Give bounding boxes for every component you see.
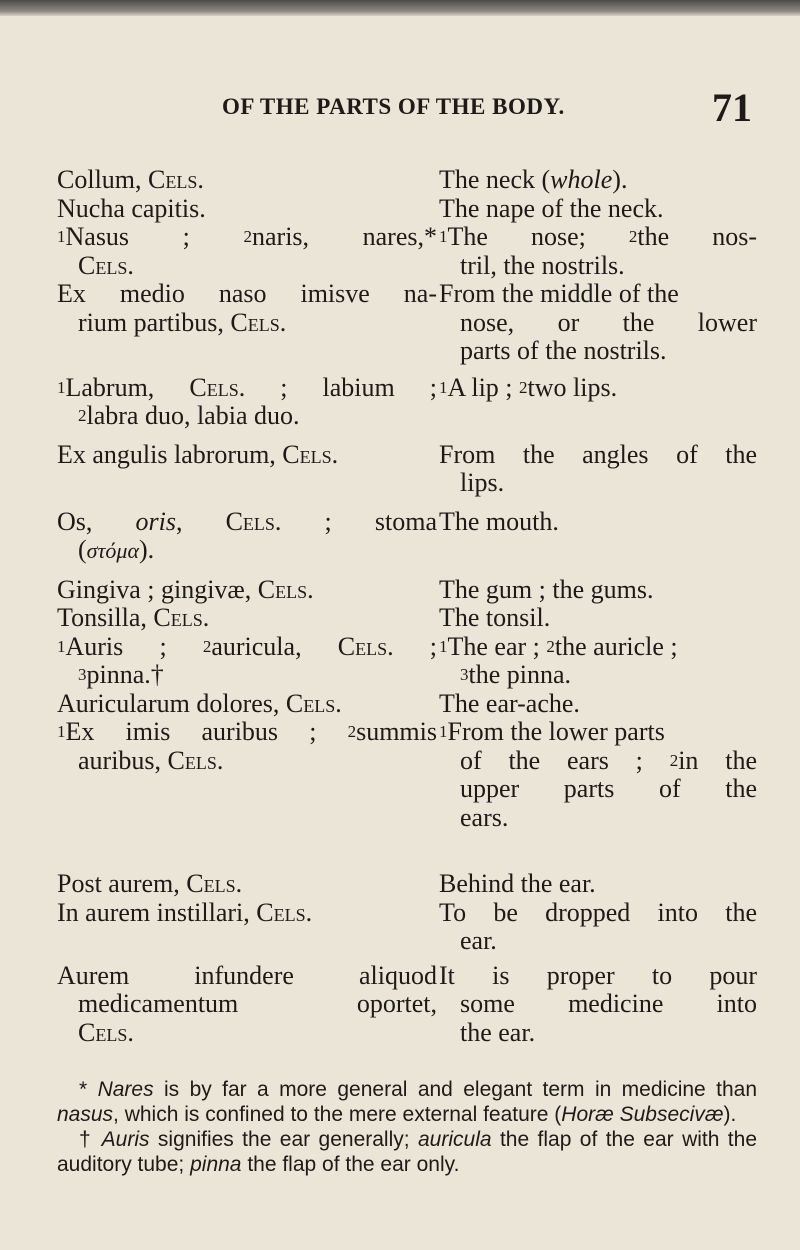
english-translation [439,576,757,605]
latin-line: Cels. [78,1017,134,1047]
latin-term [57,870,437,899]
english-line: some medicine into [460,989,757,1018]
latin-line: Ex medio naso imisve na- [57,279,437,308]
entry-row [57,690,757,719]
english-line: $^1$The nose; $^2$the nos- [439,222,757,251]
english-line: $^1$From the lower parts [439,717,665,746]
english-line: The nape of the neck. [439,193,664,223]
latin-term [57,441,437,498]
english-translation [439,899,757,956]
footnote: † Auris signifies the ear generally; auricula the flap of the ear with the auditory tube; pinna the flap of the ear only. [57,1128,758,1176]
english-translation [439,870,757,899]
english-translation [439,223,757,280]
english-translation [439,166,757,195]
latin-term [57,962,437,1048]
english-line: $^1$The ear ; $^2$the auricle ; [439,631,678,661]
english-line: $^1$A lip ; $^2$two lips. [439,372,618,402]
entry-row [57,604,757,633]
latin-line: In aurem instillari, Cels. [57,897,313,927]
english-translation [439,374,757,431]
vocabulary-list [57,166,757,1047]
entry-row [57,870,757,899]
latin-line: Gingiva ; gingivæ, Cels. [57,574,314,604]
entry-row [57,195,757,224]
latin-term [57,690,437,719]
english-line: the ear. [460,1017,536,1047]
entry-row [57,576,757,605]
english-translation [439,690,757,719]
latin-term [57,633,437,690]
english-line: The gum ; the gums. [439,574,654,604]
entry-row [57,633,757,690]
entry-row [57,441,757,498]
running-title: OF THE PARTS OF THE BODY. [222,94,565,119]
english-translation [439,441,757,498]
footnotes [57,1077,757,1177]
english-line: The neck (whole). [439,165,628,194]
footnote: * Nares is by far a more general and elegant term in medicine than nasus, which is confined to the mere external feature (Horæ Subsecivæ). [57,1078,757,1126]
latin-line: $^1$Auris ; $^2$auricula, Cels. ; [57,631,437,661]
english-line: ears. [460,802,509,832]
english-line: lips. [460,468,505,497]
english-translation [439,508,757,566]
english-translation [439,718,757,832]
english-line: Behind the ear. [439,869,596,898]
latin-line: $^2$labra duo, labia duo. [78,401,300,430]
english-line: nose, or the lower [460,307,757,337]
entry-row [57,166,757,195]
english-line: The tonsil. [439,603,551,632]
latin-line: Post aurem, Cels. [57,869,243,898]
english-translation [439,962,757,1048]
english-translation [439,280,757,366]
latin-term [57,374,437,431]
latin-line: Auricularum dolores, Cels. [57,688,342,718]
latin-line: rium partibus, Cels. [78,307,287,337]
english-translation [439,604,757,633]
latin-term [57,576,437,605]
latin-term [57,280,437,366]
latin-line: (στόμα). [78,535,155,564]
english-line: The ear-ache. [439,688,580,718]
english-line: The mouth. [439,506,559,536]
latin-term [57,223,437,280]
page-top-shadow [0,0,800,16]
english-line: From the middle of the [439,279,679,308]
latin-line: $^1$Ex imis auribus ; $^2$summis [57,717,437,746]
latin-line: Aurem infundere aliquod [57,960,437,990]
latin-line: Ex angulis labrorum, Cels. [57,439,339,469]
english-line: $^3$the pinna. [460,660,572,689]
latin-line: $^1$Labrum, Cels. ; labium ; [57,372,437,402]
latin-line: Tonsilla, Cels. [57,603,210,632]
page-number: 71 [712,85,752,130]
entry-row [57,508,757,566]
english-line: upper parts of the [460,774,757,803]
entry-row [57,899,757,956]
latin-term [57,508,437,566]
latin-line: Collum, Cels. [57,165,204,194]
entry-row [57,718,757,832]
english-line: of the ears ; $^2$in the [460,745,757,775]
entry-row [57,223,757,280]
english-line: ear. [460,926,497,955]
latin-line: $^1$Nasus ; $^2$naris, nares,* [57,222,438,251]
latin-line: $^3$pinna.† [78,660,164,689]
entry-row [57,962,757,1048]
english-line: It is proper to pour [439,960,757,990]
latin-term [57,718,437,832]
latin-line: Nucha capitis. [57,193,206,223]
latin-term [57,166,437,195]
english-translation [439,633,757,690]
latin-term [57,195,437,224]
latin-term [57,899,437,956]
entry-row [57,374,757,431]
latin-line: Cels. [78,250,134,280]
english-line: From the angles of the [439,439,757,469]
english-line: parts of the nostrils. [460,336,667,365]
latin-line: medicamentum oportet, [78,989,437,1018]
latin-term [57,604,437,633]
latin-line: Os, oris, Cels. ; stoma [57,506,437,536]
latin-line: auribus, Cels. [78,745,224,775]
english-line: To be dropped into the [439,897,757,927]
english-translation [439,195,757,224]
running-header [0,84,800,128]
entry-row [57,280,757,366]
english-line: tril, the nostrils. [460,250,625,280]
